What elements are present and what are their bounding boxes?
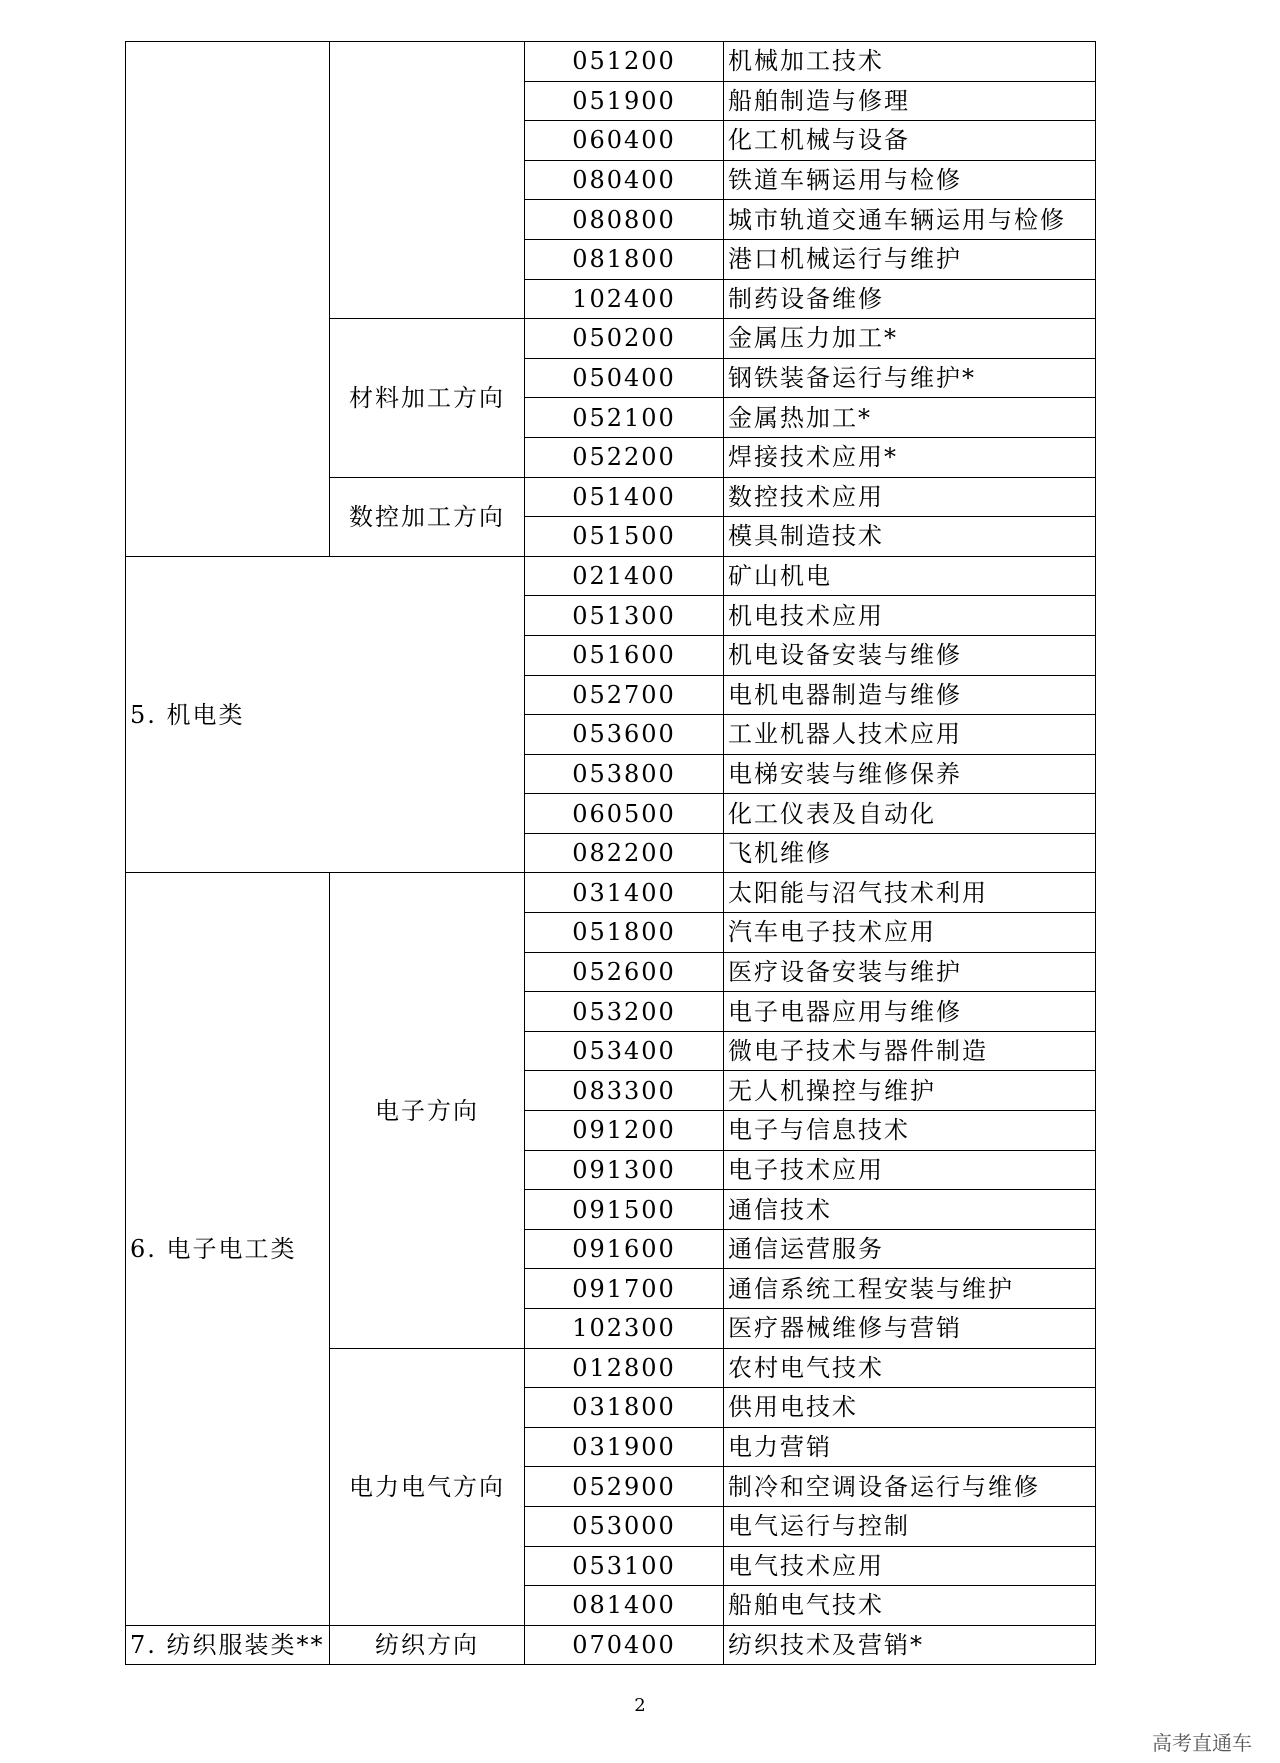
major-code-cell: 052600: [525, 952, 724, 992]
direction-cell: [330, 42, 525, 319]
major-code-cell: 091200: [525, 1111, 724, 1151]
major-code-cell: 050400: [525, 358, 724, 398]
direction-cell: 电子方向: [330, 873, 525, 1348]
major-name-cell: 汽车电子技术应用: [724, 913, 1096, 953]
major-name-cell: 模具制造技术: [724, 517, 1096, 557]
major-code-cell: 051200: [525, 42, 724, 82]
major-code-cell: 102300: [525, 1309, 724, 1349]
major-code-cell: 051500: [525, 517, 724, 557]
major-name-cell: 微电子技术与器件制造: [724, 1031, 1096, 1071]
watermark: 高考直通车: [1152, 1731, 1252, 1755]
major-name-cell: 城市轨道交通车辆运用与检修: [724, 200, 1096, 240]
major-code-cell: 053600: [525, 715, 724, 755]
major-code-cell: 052700: [525, 675, 724, 715]
majors-table: [125, 41, 1096, 1665]
major-code-cell: 080800: [525, 200, 724, 240]
major-code-cell: 031400: [525, 873, 724, 913]
table-row: [126, 42, 1096, 82]
major-code-cell: 051900: [525, 81, 724, 121]
major-code-cell: 083300: [525, 1071, 724, 1111]
major-name-cell: 太阳能与沼气技术利用: [724, 873, 1096, 913]
table-row: [126, 1625, 1096, 1665]
major-name-cell: 船舶制造与修理: [724, 81, 1096, 121]
major-name-cell: 化工机械与设备: [724, 121, 1096, 161]
category-cell: 6. 电子电工类: [126, 873, 330, 1625]
major-code-cell: 053800: [525, 754, 724, 794]
major-name-cell: 供用电技术: [724, 1388, 1096, 1428]
major-name-cell: 飞机维修: [724, 833, 1096, 873]
direction-cell: 数控加工方向: [330, 477, 525, 556]
major-code-cell: 051400: [525, 477, 724, 517]
major-name-cell: 通信技术: [724, 1190, 1096, 1230]
major-name-cell: 机械加工技术: [724, 42, 1096, 82]
major-code-cell: 060500: [525, 794, 724, 834]
major-code-cell: 052200: [525, 437, 724, 477]
major-code-cell: 021400: [525, 556, 724, 596]
major-name-cell: 医疗器械维修与营销: [724, 1309, 1096, 1349]
major-name-cell: 机电技术应用: [724, 596, 1096, 636]
major-code-cell: 081800: [525, 239, 724, 279]
major-name-cell: 电机电器制造与维修: [724, 675, 1096, 715]
major-name-cell: 化工仪表及自动化: [724, 794, 1096, 834]
major-code-cell: 052100: [525, 398, 724, 438]
major-name-cell: 机电设备安装与维修: [724, 635, 1096, 675]
major-code-cell: 091600: [525, 1229, 724, 1269]
major-code-cell: 053200: [525, 992, 724, 1032]
major-code-cell: 052900: [525, 1467, 724, 1507]
major-name-cell: 港口机械运行与维护: [724, 239, 1096, 279]
major-name-cell: 通信运营服务: [724, 1229, 1096, 1269]
category-cell: 5. 机电类: [126, 556, 525, 873]
major-name-cell: 纺织技术及营销*: [724, 1625, 1096, 1665]
major-code-cell: 081400: [525, 1586, 724, 1626]
major-code-cell: 060400: [525, 121, 724, 161]
major-code-cell: 053400: [525, 1031, 724, 1071]
major-code-cell: 082200: [525, 833, 724, 873]
major-name-cell: 焊接技术应用*: [724, 437, 1096, 477]
category-cell: 7. 纺织服装类**: [126, 1625, 330, 1665]
major-code-cell: 091300: [525, 1150, 724, 1190]
major-name-cell: 铁道车辆运用与检修: [724, 160, 1096, 200]
major-code-cell: 070400: [525, 1625, 724, 1665]
major-name-cell: 电气运行与控制: [724, 1506, 1096, 1546]
major-code-cell: 091500: [525, 1190, 724, 1230]
major-name-cell: 工业机器人技术应用: [724, 715, 1096, 755]
major-name-cell: 电气技术应用: [724, 1546, 1096, 1586]
major-code-cell: 051600: [525, 635, 724, 675]
major-code-cell: 012800: [525, 1348, 724, 1388]
major-code-cell: 051800: [525, 913, 724, 953]
major-code-cell: 080400: [525, 160, 724, 200]
table-row: [126, 873, 1096, 913]
major-code-cell: 091700: [525, 1269, 724, 1309]
major-name-cell: 医疗设备安装与维护: [724, 952, 1096, 992]
major-name-cell: 电子与信息技术: [724, 1111, 1096, 1151]
category-cell: [126, 42, 330, 557]
major-code-cell: 053000: [525, 1506, 724, 1546]
major-name-cell: 电梯安装与维修保养: [724, 754, 1096, 794]
major-name-cell: 金属压力加工*: [724, 319, 1096, 359]
major-code-cell: 031900: [525, 1427, 724, 1467]
major-code-cell: 102400: [525, 279, 724, 319]
major-name-cell: 电子电器应用与维修: [724, 992, 1096, 1032]
major-name-cell: 金属热加工*: [724, 398, 1096, 438]
major-code-cell: 031800: [525, 1388, 724, 1428]
page-number: 2: [634, 1695, 646, 1716]
major-name-cell: 电子技术应用: [724, 1150, 1096, 1190]
major-name-cell: 制冷和空调设备运行与维修: [724, 1467, 1096, 1507]
major-name-cell: 农村电气技术: [724, 1348, 1096, 1388]
direction-cell: 电力电气方向: [330, 1348, 525, 1625]
major-name-cell: 数控技术应用: [724, 477, 1096, 517]
direction-cell: 材料加工方向: [330, 319, 525, 477]
direction-cell: 纺织方向: [330, 1625, 525, 1665]
major-name-cell: 钢铁装备运行与维护*: [724, 358, 1096, 398]
major-code-cell: 053100: [525, 1546, 724, 1586]
major-name-cell: 无人机操控与维护: [724, 1071, 1096, 1111]
major-code-cell: 050200: [525, 319, 724, 359]
major-name-cell: 制药设备维修: [724, 279, 1096, 319]
major-name-cell: 电力营销: [724, 1427, 1096, 1467]
table-row: [126, 556, 1096, 596]
major-name-cell: 通信系统工程安装与维护: [724, 1269, 1096, 1309]
major-name-cell: 矿山机电: [724, 556, 1096, 596]
major-name-cell: 船舶电气技术: [724, 1586, 1096, 1626]
major-code-cell: 051300: [525, 596, 724, 636]
majors-table-body: [126, 42, 1096, 1665]
